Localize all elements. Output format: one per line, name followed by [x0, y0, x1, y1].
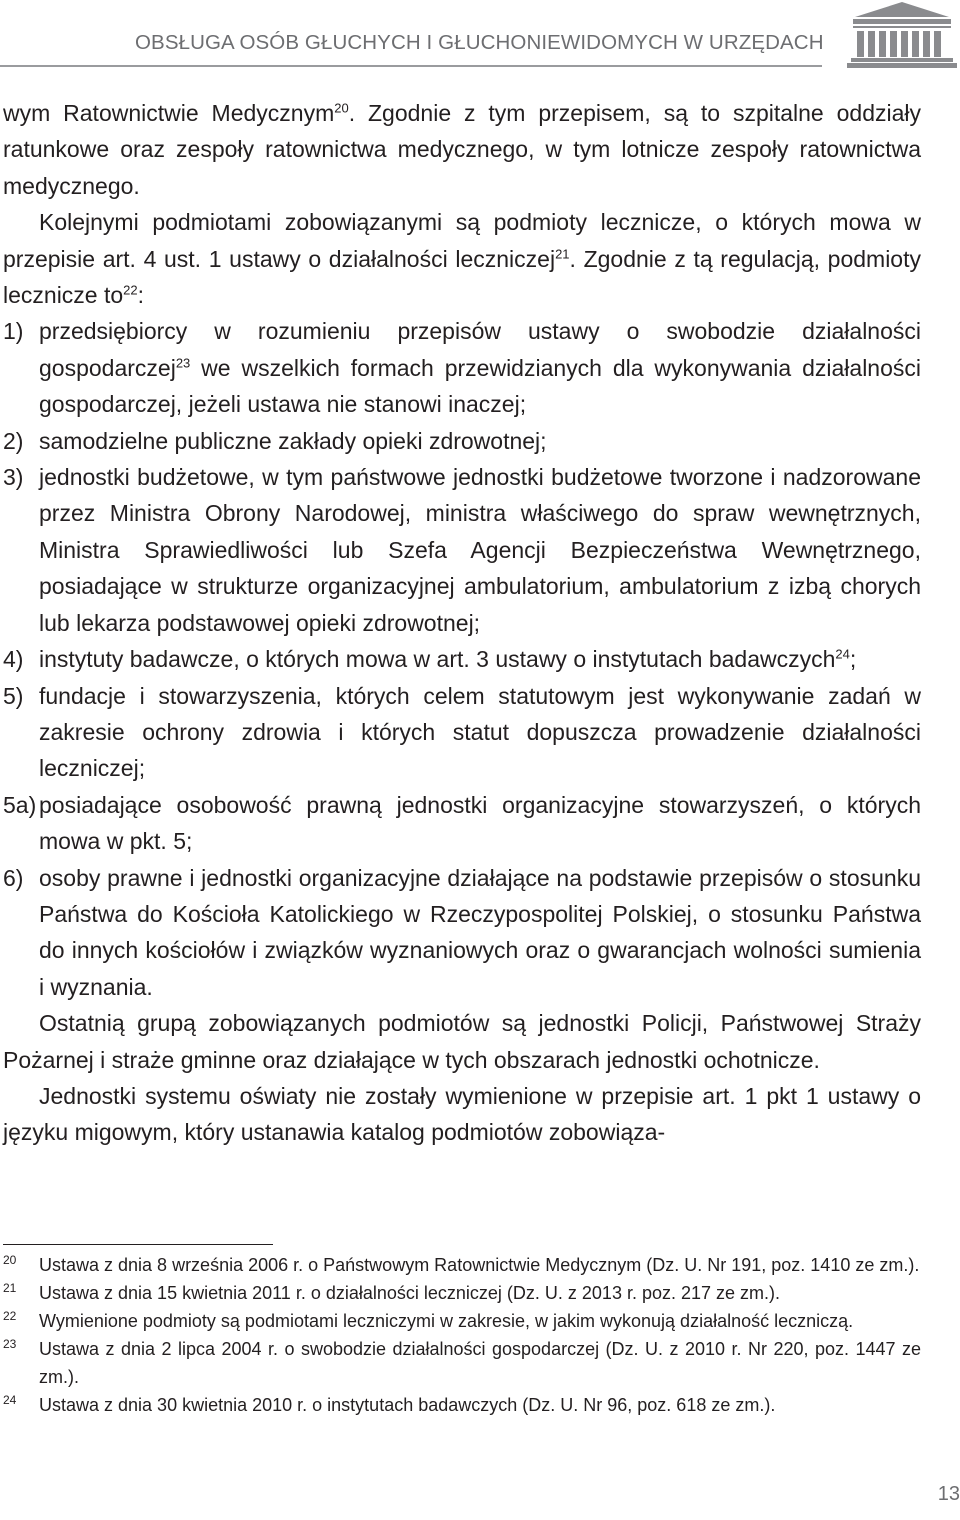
footnote-ref-23: 23 — [175, 355, 191, 371]
page-header — [0, 0, 960, 80]
footnotes — [3, 1251, 921, 1419]
list-item: 6) osoby prawne i jednostki organizacyjne działające na podstawie przepisów o stosunku Państwa do Kościoła Katolickiego w Rzeczypospolitej Polskiej, o stosunku Państwa do innych kościołów i związków wyznaniowych oraz o gwarancjach wolności sumienia i wyznania. — [3, 864, 921, 1000]
building-columns-logo-icon — [843, 0, 960, 68]
list-item: 3) jednostki budżetowe, w tym państwowe jednostki budżetowe tworzone i nadzorowane przez Ministra Obrony Narodowej, ministra właściwego do spraw wewnętrznych, Ministra Sprawiedliwości lub Szefa Agencji Bezpieczeństwa Wewnętrznego, posiadające w strukturze organizacyjnej ambulatorium, ambulatorium z izbą chorych lub lekarza podstawowej opieki zdrowotnej; — [3, 464, 921, 636]
list-item: 5a) posiadające osobowość prawną jednostki organizacyjne stowarzyszeń, o których mowa w pkt. 5; — [3, 791, 921, 855]
list-item: 5) fundacje i stowarzyszenia, których celem statutowym jest wykonywanie zadań w zakresie ochrony zdrowia i których statut dopuszcza prowadzenie działalności leczniczej; — [3, 682, 921, 782]
paragraph-4: Jednostki systemu oświaty nie zostały wymienione w przepisie art. 1 pkt 1 ustawy o języku migowym, który ustanawia katalog podmiotów zobowiąza- — [3, 1082, 921, 1146]
footnote: 24 Ustawa z dnia 30 kwietnia 2010 r. o instytutach badawczych (Dz. U. Nr 96, poz. 618 ze zm.). — [3, 1393, 776, 1415]
paragraph-1: wym Ratownictwie Medycznym$^{20}$. Zgodnie z tym przepisem, są to szpitalne oddziały ratunkowe oraz zespoły ratownictwa medycznego, w tym lotnicze zespoły ratownictwa medycznego. — [3, 100, 922, 199]
footnote: 20 Ustawa z dnia 8 września 2006 r. o Państwowym Ratownictwie Medycznym (Dz. U. Nr 191, poz. 1410 ze zm.). — [3, 1253, 920, 1275]
main-text — [3, 95, 921, 1151]
footnote-ref-21: 21 — [555, 245, 570, 261]
header-rule — [0, 65, 822, 67]
entity-list — [3, 313, 921, 1005]
footnote: 23 Ustawa z dnia 2 lipca 2004 r. o swobodzie działalności gospodarczej (Dz. U. z 2010 r. Nr 220, poz. 1447 ze zm.). — [3, 1337, 921, 1387]
footnote-ref-20: 20 — [334, 100, 349, 116]
footnote-separator — [3, 1244, 273, 1245]
paragraph-3: Ostatnią grupą zobowiązanych podmiotów są jednostki Policji, Państwowej Straży Pożarnej i straże gminne oraz działające w tych obszarach jednostki ochotnicze. — [3, 1010, 921, 1073]
paragraph-2: Kolejnymi podmiotami zobowiązanymi są podmioty lecznicze, o których mowa w przepisie art. 4 ust. 1 ustawy o działalności leczniczej$^{21}$. Zgodnie z tą regulacją, podmioty lecznicze $to^{22}$: — [3, 209, 921, 309]
list-item: 1) przedsiębiorcy w rozumieniu przepisów ustawy o swobodzie działalności gospodarczej$^{23}$ we wszelkich formach przewidzianych dla wykonywania działalności gospodarczej, jeżeli ustawa nie stanowi inaczej; — [3, 318, 921, 418]
list-item: 4) instytuty badawcze, o których mowa w art. 3 ustawy o instytutach badawczych$^{24}$; — [3, 646, 857, 673]
list-item: 2) samodzielne publiczne zakłady opieki zdrowotnej; — [3, 427, 547, 454]
page-number: 13 — [937, 1483, 960, 1505]
footnote: 21 Ustawa z dnia 15 kwietnia 2011 r. o działalności leczniczej (Dz. U. z 2013 r. poz. 217 ze zm.). — [3, 1281, 781, 1303]
footnote-ref-24: 24 — [835, 646, 850, 662]
footnote: 22 Wymienione podmioty są podmiotami leczniczymi w zakresie, w jakim wykonują działalność leczniczą. — [3, 1309, 854, 1331]
running-header-title: OBSŁUGA OSÓB GŁUCHYCH I GŁUCHONIEWIDOMYCH W URZĘDACH — [135, 31, 824, 54]
footnote-ref-22: 22 — [123, 282, 138, 298]
